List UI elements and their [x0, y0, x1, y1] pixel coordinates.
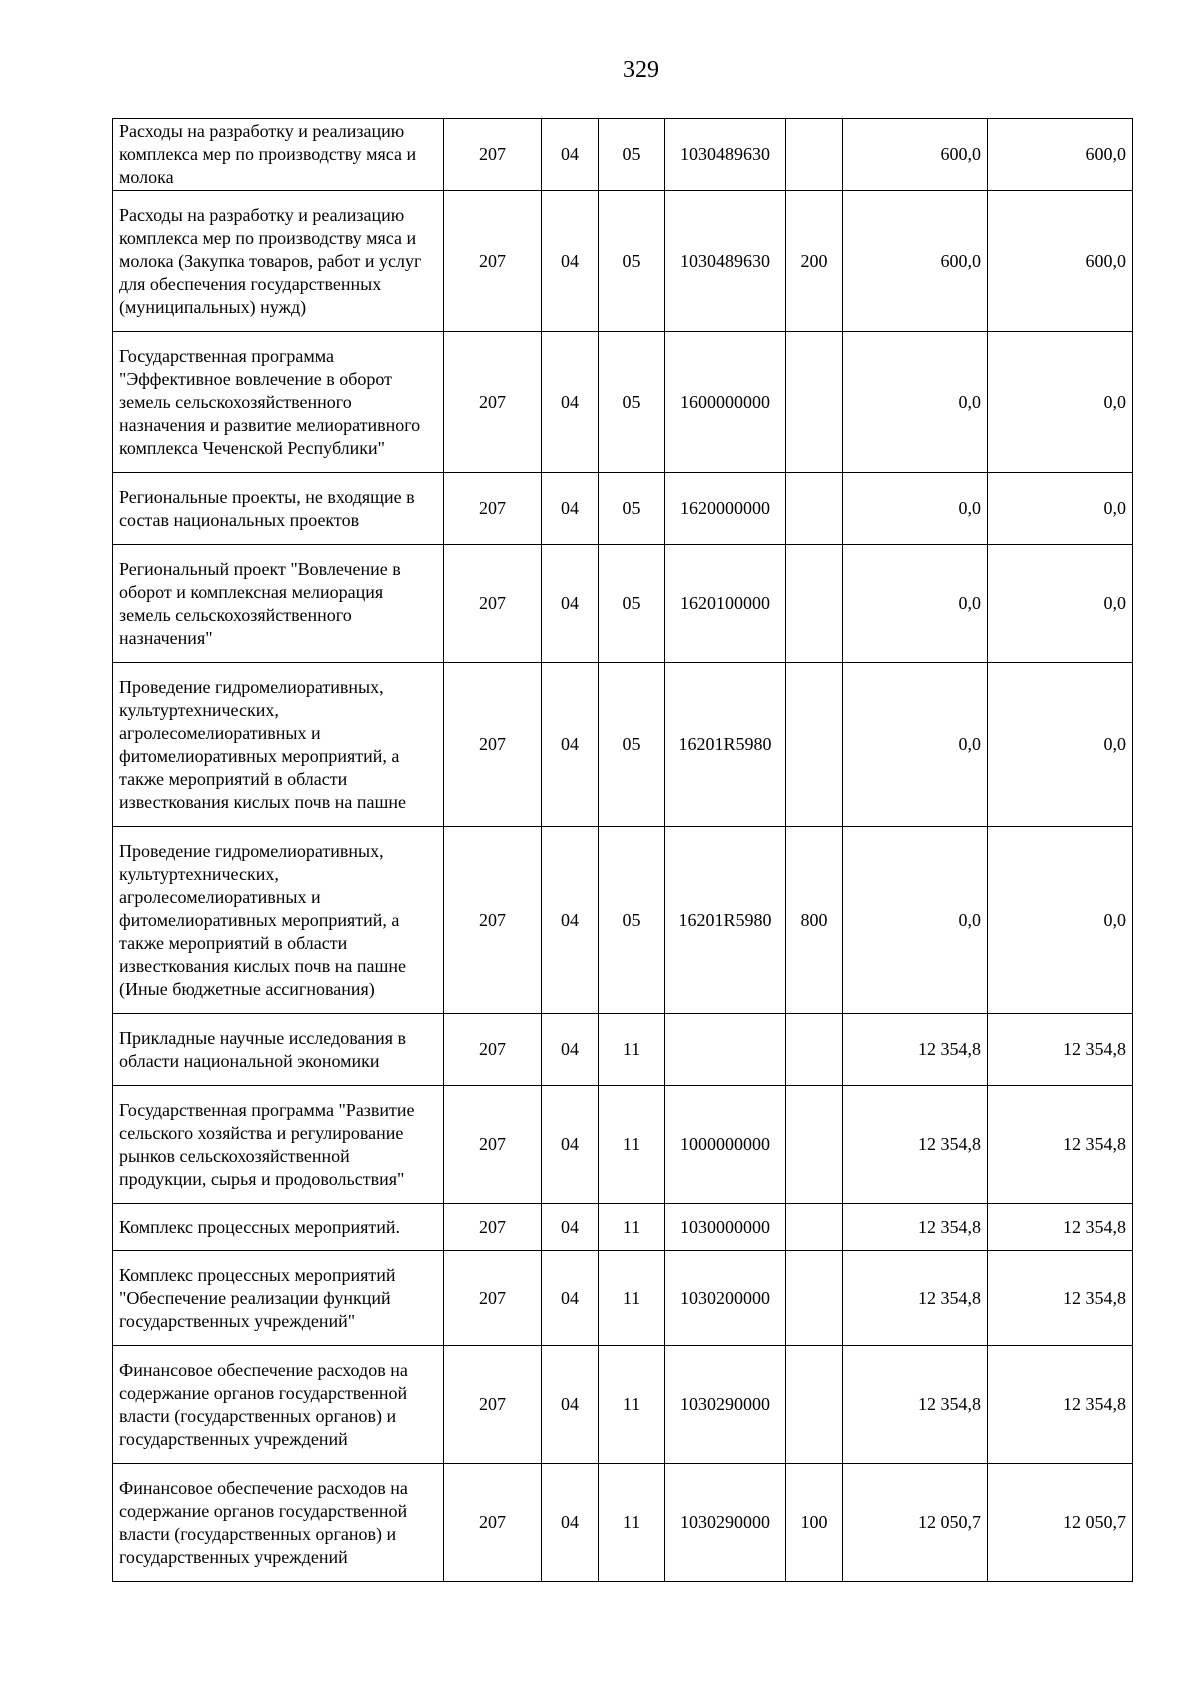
row-name: Финансовое обеспечение расходов на содержание органов государственной власти (государственных органов) и государственных учреждений — [113, 1464, 444, 1582]
rz-code: 04 — [542, 473, 599, 545]
sum-year-1: 12 354,8 — [843, 1086, 988, 1204]
sum-year-1: 12 354,8 — [843, 1014, 988, 1086]
csr-code: 1030489630 — [665, 119, 786, 191]
csr-code: 1030489630 — [665, 191, 786, 332]
table-row — [113, 545, 1133, 663]
ved-code: 207 — [444, 191, 542, 332]
row-name: Проведение гидромелиоративных, культуртехнических, агролесомелиоративных и фитомелиоративных мероприятий, а также мероприятий в области известкования кислых почв на пашне (Иные бюджетные ассигнования) — [113, 827, 444, 1014]
pr-code: 05 — [599, 119, 665, 191]
ved-code: 207 — [444, 119, 542, 191]
vr-code — [786, 1251, 843, 1346]
sum-year-2: 12 354,8 — [988, 1086, 1133, 1204]
rz-code: 04 — [542, 1464, 599, 1582]
sum-year-2: 0,0 — [988, 827, 1133, 1014]
ved-code: 207 — [444, 1251, 542, 1346]
ved-code: 207 — [444, 1204, 542, 1251]
ved-code: 207 — [444, 1464, 542, 1582]
csr-code: 1620100000 — [665, 545, 786, 663]
rz-code: 04 — [542, 545, 599, 663]
rz-code: 04 — [542, 1014, 599, 1086]
sum-year-1: 600,0 — [843, 119, 988, 191]
pr-code: 11 — [599, 1346, 665, 1464]
sum-year-1: 0,0 — [843, 663, 988, 827]
rz-code: 04 — [542, 663, 599, 827]
rz-code: 04 — [542, 191, 599, 332]
rz-code: 04 — [542, 1086, 599, 1204]
ved-code: 207 — [444, 545, 542, 663]
row-name: Прикладные научные исследования в области национальной экономики — [113, 1014, 444, 1086]
row-name: Государственная программа "Развитие сельского хозяйства и регулирование рынков сельскохозяйственной продукции, сырья и продовольствия" — [113, 1086, 444, 1204]
table-row — [113, 1346, 1133, 1464]
rz-code: 04 — [542, 1251, 599, 1346]
rz-code: 04 — [542, 1204, 599, 1251]
ved-code: 207 — [444, 663, 542, 827]
ved-code: 207 — [444, 1086, 542, 1204]
csr-code: 1030000000 — [665, 1204, 786, 1251]
row-name: Финансовое обеспечение расходов на содержание органов государственной власти (государственных органов) и государственных учреждений — [113, 1346, 444, 1464]
sum-year-2: 0,0 — [988, 332, 1133, 473]
table-row — [113, 827, 1133, 1014]
table-row — [113, 119, 1133, 191]
sum-year-2: 12 354,8 — [988, 1251, 1133, 1346]
ved-code: 207 — [444, 827, 542, 1014]
page-number: 329 — [623, 57, 659, 83]
csr-code — [665, 1014, 786, 1086]
csr-code: 1030200000 — [665, 1251, 786, 1346]
pr-code: 11 — [599, 1251, 665, 1346]
pr-code: 05 — [599, 332, 665, 473]
sum-year-1: 12 050,7 — [843, 1464, 988, 1582]
csr-code: 1030290000 — [665, 1464, 786, 1582]
row-name: Комплекс процессных мероприятий. — [113, 1204, 444, 1251]
vr-code — [786, 473, 843, 545]
sum-year-1: 0,0 — [843, 473, 988, 545]
vr-code: 100 — [786, 1464, 843, 1582]
rz-code: 04 — [542, 1346, 599, 1464]
row-name: Проведение гидромелиоративных, культуртехнических, агролесомелиоративных и фитомелиоративных мероприятий, а также мероприятий в области известкования кислых почв на пашне — [113, 663, 444, 827]
pr-code: 05 — [599, 191, 665, 332]
vr-code — [786, 1204, 843, 1251]
ved-code: 207 — [444, 473, 542, 545]
vr-code — [786, 1086, 843, 1204]
sum-year-1: 600,0 — [843, 191, 988, 332]
pr-code: 05 — [599, 663, 665, 827]
rz-code: 04 — [542, 827, 599, 1014]
csr-code: 16201R5980 — [665, 827, 786, 1014]
vr-code — [786, 332, 843, 473]
table-row — [113, 1014, 1133, 1086]
sum-year-1: 0,0 — [843, 332, 988, 473]
pr-code: 05 — [599, 545, 665, 663]
row-name: Региональный проект "Вовлечение в оборот и комплексная мелиорация земель сельскохозяйственного назначения" — [113, 545, 444, 663]
csr-code: 1000000000 — [665, 1086, 786, 1204]
csr-code: 1030290000 — [665, 1346, 786, 1464]
sum-year-2: 600,0 — [988, 191, 1133, 332]
pr-code: 05 — [599, 473, 665, 545]
table-row — [113, 191, 1133, 332]
sum-year-2: 12 050,7 — [988, 1464, 1133, 1582]
sum-year-2: 12 354,8 — [988, 1204, 1133, 1251]
pr-code: 11 — [599, 1014, 665, 1086]
row-name: Расходы на разработку и реализацию комплекса мер по производству мяса и молока (Закупка товаров, работ и услуг для обеспечения государственных (муниципальных) нужд) — [113, 191, 444, 332]
ved-code: 207 — [444, 332, 542, 473]
table-row — [113, 1086, 1133, 1204]
pr-code: 05 — [599, 827, 665, 1014]
ved-code: 207 — [444, 1346, 542, 1464]
row-name: Региональные проекты, не входящие в состав национальных проектов — [113, 473, 444, 545]
rz-code: 04 — [542, 332, 599, 473]
sum-year-2: 0,0 — [988, 545, 1133, 663]
table-row — [113, 1464, 1133, 1582]
sum-year-1: 12 354,8 — [843, 1346, 988, 1464]
sum-year-1: 12 354,8 — [843, 1251, 988, 1346]
ved-code: 207 — [444, 1014, 542, 1086]
rz-code: 04 — [542, 119, 599, 191]
csr-code: 16201R5980 — [665, 663, 786, 827]
table-row — [113, 473, 1133, 545]
table-row — [113, 663, 1133, 827]
vr-code — [786, 1014, 843, 1086]
vr-code — [786, 545, 843, 663]
table-row — [113, 1204, 1133, 1251]
sum-year-1: 0,0 — [843, 545, 988, 663]
vr-code — [786, 119, 843, 191]
row-name: Государственная программа "Эффективное вовлечение в оборот земель сельскохозяйственного назначения и развитие мелиоративного комплекса Чеченской Республики" — [113, 332, 444, 473]
vr-code — [786, 1346, 843, 1464]
sum-year-2: 12 354,8 — [988, 1346, 1133, 1464]
sum-year-2: 600,0 — [988, 119, 1133, 191]
table-row — [113, 1251, 1133, 1346]
vr-code — [786, 663, 843, 827]
table-row — [113, 332, 1133, 473]
csr-code: 1620000000 — [665, 473, 786, 545]
sum-year-1: 0,0 — [843, 827, 988, 1014]
vr-code: 800 — [786, 827, 843, 1014]
row-name: Расходы на разработку и реализацию комплекса мер по производству мяса и молока — [113, 119, 444, 191]
sum-year-2: 12 354,8 — [988, 1014, 1133, 1086]
sum-year-2: 0,0 — [988, 473, 1133, 545]
pr-code: 11 — [599, 1086, 665, 1204]
sum-year-2: 0,0 — [988, 663, 1133, 827]
vr-code: 200 — [786, 191, 843, 332]
csr-code: 1600000000 — [665, 332, 786, 473]
sum-year-1: 12 354,8 — [843, 1204, 988, 1251]
row-name: Комплекс процессных мероприятий "Обеспечение реализации функций государственных учреждений" — [113, 1251, 444, 1346]
pr-code: 11 — [599, 1464, 665, 1582]
pr-code: 11 — [599, 1204, 665, 1251]
budget-table — [112, 118, 1133, 1582]
